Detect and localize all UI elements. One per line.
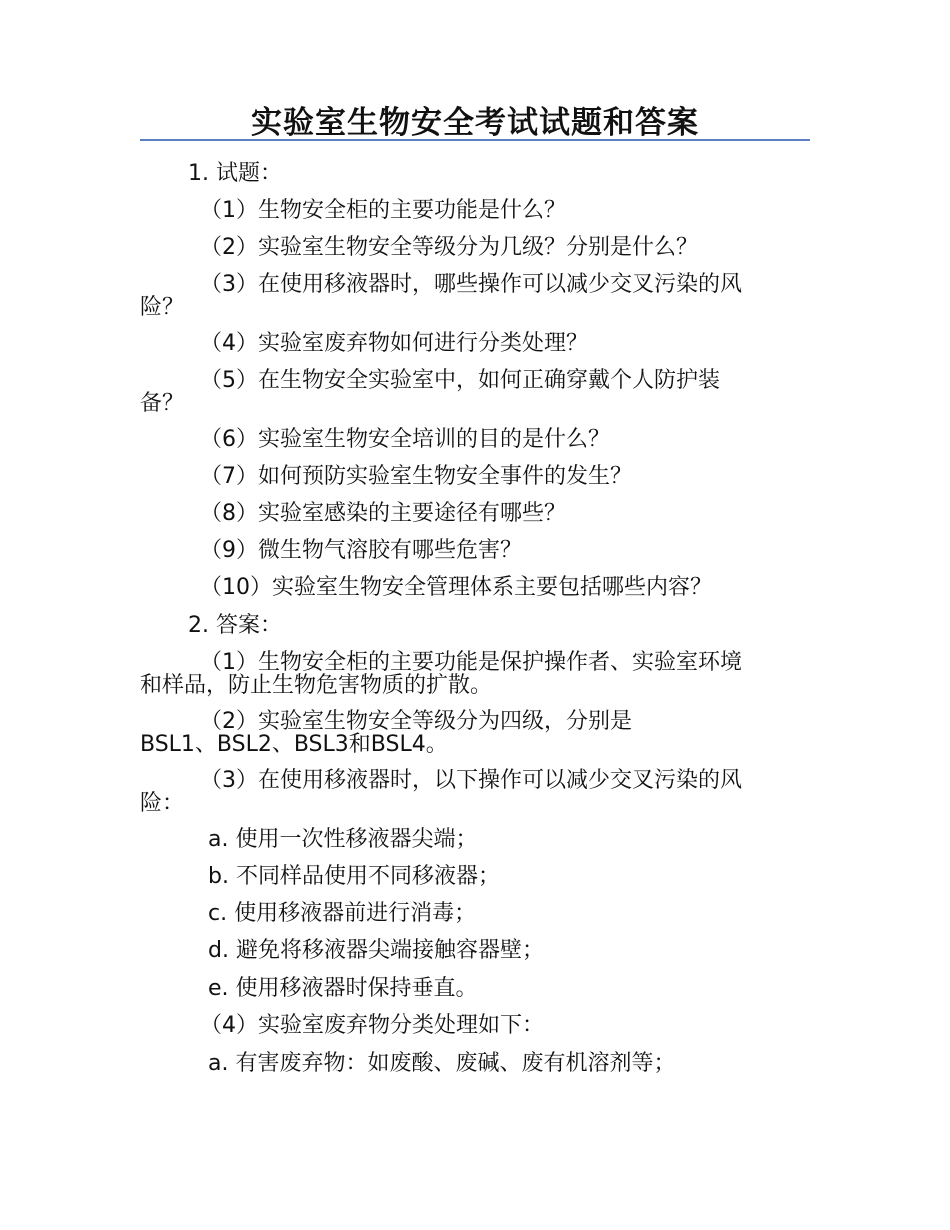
question-line: （6）实验室生物安全培训的目的是什么？ [200,427,610,452]
answer-sub-item: a. 有害废弃物：如废酸、废碱、废有机溶剂等； [208,1051,676,1076]
answer-sub-item: d. 避免将移液器尖端接触容器壁； [208,938,544,963]
question-line: （7）如何预防实验室生物安全事件的发生？ [200,464,632,489]
question-line: （8）实验室感染的主要途径有哪些？ [200,501,566,526]
answer-line-wrap: 和样品，防止生物危害物质的扩散。 [140,673,493,698]
question-line: （1）生物安全柜的主要功能是什么？ [200,198,566,223]
answer-sub-item: e. 使用移液器时保持垂直。 [208,976,478,1001]
answer-sub-item: b. 不同样品使用不同移液器； [208,864,500,889]
question-line: （2）实验室生物安全等级分为几级？分别是什么？ [200,235,698,260]
answer-sub-item: c. 使用移液器前进行消毒； [208,901,477,926]
questions-heading: 1. 试题： [188,161,282,186]
answer-line: （1）生物安全柜的主要功能是保护操作者、实验室环境 [200,650,742,675]
answer-line: （4）实验室废弃物分类处理如下： [200,1013,544,1038]
answer-line-wrap: 险： [140,791,185,816]
document-title: 实验室生物安全考试试题和答案 [251,105,699,141]
question-line: （10）实验室生物安全管理体系主要包括哪些内容？ [200,575,712,600]
question-line-wrap: 险？ [140,295,185,320]
title-underline [140,139,810,141]
question-line: （9）微生物气溶胶有哪些危害？ [200,538,522,563]
question-line: （5）在生物安全实验室中，如何正确穿戴个人防护装 [200,368,720,393]
answers-heading: 2. 答案： [188,613,282,638]
answer-line: （3）在使用移液器时，以下操作可以减少交叉污染的风 [200,768,742,793]
question-line-wrap: 备？ [140,391,185,416]
answer-sub-item: a. 使用一次性移液器尖端； [208,827,478,852]
question-line: （4）实验室废弃物如何进行分类处理？ [200,331,588,356]
question-line: （3）在使用移液器时，哪些操作可以减少交叉污染的风 [200,272,742,297]
answer-line: （2）实验室生物安全等级分为四级，分别是 [200,709,632,734]
answer-line-wrap: BSL1、BSL2、BSL3和BSL4。 [140,732,448,757]
